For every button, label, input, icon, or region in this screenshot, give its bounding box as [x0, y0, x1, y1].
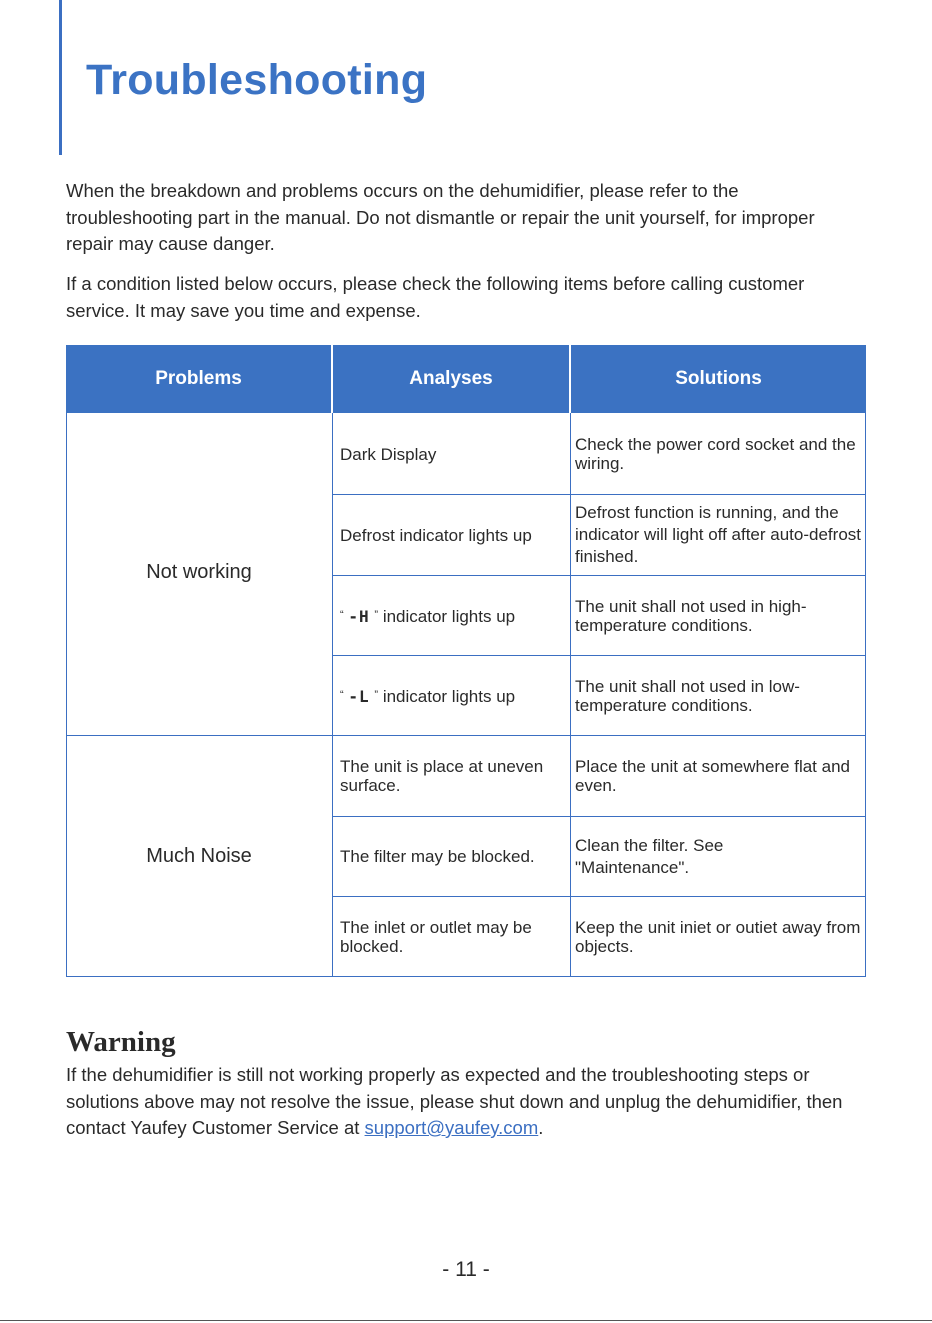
table-row-solution: The unit shall not used in low-temperature conditions. [575, 676, 800, 715]
warning-text: If the dehumidifier is still not working properly as expected and the troubleshooting steps or solutions above may not resolve the issue, please shut down and unplug the dehumidifier, then contact Yaufey Customer Service at support@yaufey.com. [66, 1064, 843, 1138]
table-row-analysis: Dark Display [340, 444, 437, 464]
table-divider-2 [570, 413, 571, 977]
footer-line [0, 1320, 932, 1321]
table-row-analysis: “ -H ” indicator lights up [340, 606, 516, 626]
table-row-solution: The unit shall not used in high-temperature conditions. [575, 596, 807, 635]
troubleshooting-table [66, 345, 866, 977]
header-analyses: Analyses [333, 345, 569, 413]
table-border-bottom [66, 976, 866, 977]
accent-side-bar [59, 0, 62, 155]
table-border-right [865, 413, 866, 977]
table-border-left [66, 413, 67, 977]
display-code-h: -H [348, 606, 370, 626]
table-row-analysis: The unit is place at uneven surface. [340, 757, 544, 795]
table-row-solution: Keep the unit iniet or outiet away from objects. [575, 917, 861, 956]
problem-much-noise: Much Noise [146, 845, 252, 867]
display-code-l: -L [348, 686, 370, 706]
table-row-solution: Place the unit at somewhere flat and even. [575, 757, 850, 795]
header-problems: Problems [66, 345, 331, 413]
intro-paragraph-1: When the breakdown and problems occurs on the dehumidifier, please refer to the troubleshooting part in the manual. Do not dismantle or repair the unit yourself, for improper repair may cause danger. [66, 180, 815, 254]
warning-heading: Warning [66, 1026, 176, 1058]
intro-paragraph-2: If a condition listed below occurs, please check the following items before calling customer service. It may save you time and expense. [66, 273, 805, 321]
table-row-solution: Clean the filter. See "Maintenance". [575, 835, 724, 877]
table-row-analysis: The inlet or outlet may be blocked. [340, 917, 532, 956]
problem-not-working: Not working [146, 561, 252, 583]
table-row-analysis: Defrost indicator lights up [340, 525, 532, 545]
table-row-solution: Check the power cord socket and the wiring. [575, 435, 856, 473]
page-number: - 11 - [442, 1258, 490, 1281]
table-divider-1 [332, 413, 333, 977]
table-row-analysis: “ -L ” indicator lights up [340, 686, 516, 706]
header-solutions: Solutions [571, 345, 866, 413]
support-email-link[interactable]: support@yaufey.com [364, 1117, 539, 1138]
page-title: Troubleshooting [86, 56, 428, 104]
table-row-analysis: The filter may be blocked. [340, 847, 535, 866]
table-row-solution: Defrost function is running, and the indicator will light off after auto-defrost finished. [575, 503, 861, 566]
